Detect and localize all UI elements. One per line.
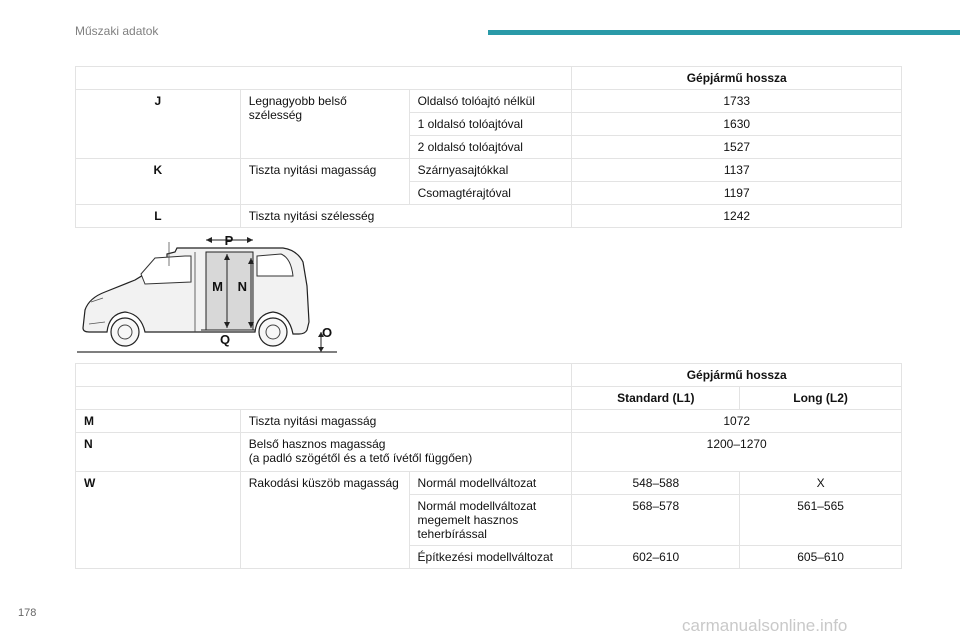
column-header: Gépjármű hossza xyxy=(572,364,902,387)
label-n: N xyxy=(237,279,247,294)
dimension-value: 1137 xyxy=(572,159,902,182)
value-l1: 548–588 xyxy=(572,472,740,495)
dimension-label: Tiszta nyitási magasság xyxy=(240,159,409,205)
dimension-code: W xyxy=(76,472,241,569)
dimensions-table-1 xyxy=(75,66,902,228)
table-row xyxy=(76,205,902,228)
column-header-l2: Long (L2) xyxy=(740,387,902,410)
label-m: M xyxy=(212,279,223,294)
van-dimension-diagram xyxy=(75,228,340,356)
section-title: Műszaki adatok xyxy=(75,24,159,38)
label-q: Q xyxy=(219,332,231,347)
variant-label: Normál modellváltozat xyxy=(409,472,572,495)
header-accent-bar xyxy=(488,30,960,35)
table-row xyxy=(76,159,902,182)
variant-label: Csomagtérajtóval xyxy=(409,182,572,205)
dimension-value: 1072 xyxy=(572,410,902,433)
table-row xyxy=(76,433,902,472)
dimension-value: 1200–1270 xyxy=(572,433,902,472)
dimension-label: Tiszta nyitási szélesség xyxy=(240,205,572,228)
dimension-code: J xyxy=(76,90,241,159)
variant-label: Építkezési modellváltozat xyxy=(409,546,572,569)
label-p: P xyxy=(224,233,234,248)
table-row xyxy=(76,90,902,113)
dimension-value: 1197 xyxy=(572,182,902,205)
variant-label: Normál modellváltozat megemelt hasznos teherbírással xyxy=(409,495,572,546)
value-l2: X xyxy=(740,472,902,495)
table-header-row xyxy=(76,387,902,410)
table-header-row xyxy=(76,67,902,90)
dimension-label: Rakodási küszöb magasság xyxy=(240,472,409,569)
watermark: carmanualsonline.info xyxy=(682,616,848,635)
dimension-label: Tiszta nyitási magasság xyxy=(240,410,572,433)
label-o: O xyxy=(321,325,333,340)
dimension-value: 1733 xyxy=(572,90,902,113)
dimension-code: K xyxy=(76,159,241,205)
table-header-row xyxy=(76,364,902,387)
value-l2: 605–610 xyxy=(740,546,902,569)
variant-label: Szárnyasajtókkal xyxy=(409,159,572,182)
column-header: Gépjármű hossza xyxy=(572,67,902,90)
column-header-l1: Standard (L1) xyxy=(572,387,740,410)
dimension-code: L xyxy=(76,205,241,228)
value-l1: 568–578 xyxy=(572,495,740,546)
dimension-code: M xyxy=(76,410,241,433)
dimension-value: 1242 xyxy=(572,205,902,228)
page-number: 178 xyxy=(18,607,37,619)
variant-label: Oldalsó tolóajtó nélkül xyxy=(409,90,572,113)
table-row xyxy=(76,410,902,433)
table-row xyxy=(76,472,902,495)
dimensions-table-2 xyxy=(75,363,902,569)
dimension-value: 1630 xyxy=(572,113,902,136)
dimension-value: 1527 xyxy=(572,136,902,159)
dimension-code: N xyxy=(76,433,241,472)
value-l2: 561–565 xyxy=(740,495,902,546)
variant-label: 1 oldalsó tolóajtóval xyxy=(409,113,572,136)
dimension-label: Legnagyobb belső szélesség xyxy=(240,90,409,159)
variant-label: 2 oldalsó tolóajtóval xyxy=(409,136,572,159)
dimension-label: Belső hasznos magasság (a padló szögétől és a tető ívétől függően) xyxy=(240,433,572,472)
value-l1: 602–610 xyxy=(572,546,740,569)
